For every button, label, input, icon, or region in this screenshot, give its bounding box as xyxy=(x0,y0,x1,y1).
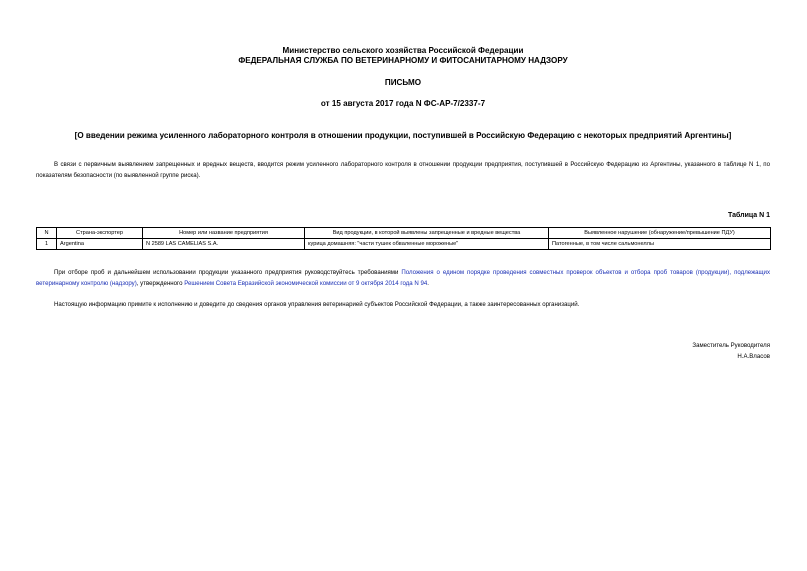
document-subject: [О введении режима усиленного лабораторного контроля в отношении продукции, поступившей в Российскую Федерацию с некоторых предприятий Аргентины] xyxy=(74,131,732,140)
header-product: Вид продукции, в которой выявлены запрещенные и вредные вещества xyxy=(305,228,549,239)
paragraph-instructions: Настоящую информацию примите к исполнению и доведите до сведения органов управления ветеринарией субъектов Российской Федерации, а также заинтересованных организаций. xyxy=(54,301,580,308)
cell-product: курица домашняя: "части тушек обваленные мороженые" xyxy=(305,239,549,250)
table-caption: Таблица N 1 xyxy=(727,212,770,219)
header-enterprise: Номер или название предприятия xyxy=(143,228,305,239)
regulation-link[interactable]: Положения о едином порядке проведения совместных проверок объектов и отбора проб товаров (продукции), подлежащих ветеринарному контролю (надзору) xyxy=(36,269,770,287)
header-number: N xyxy=(37,228,57,239)
requirements-text-start: При отборе проб и дальнейшем использовании продукции указанного предприятия руководствуйтесь требованиями xyxy=(54,269,402,276)
service-name: ФЕДЕРАЛЬНАЯ СЛУЖБА ПО ВЕТЕРИНАРНОМУ И ФИТОСАНИТАРНОМУ НАДЗОРУ xyxy=(238,56,568,65)
document-number: от 15 августа 2017 года N ФС-АР-7/2337-7 xyxy=(320,99,486,108)
cell-violation: Патогенные, в том числе сальмонеллы xyxy=(549,239,771,250)
document-page xyxy=(36,0,770,571)
cell-number: 1 xyxy=(37,239,57,250)
decision-link[interactable]: Решением Совета Евразийской экономической комиссии от 9 октября 2014 года N 94 xyxy=(184,279,428,287)
table-row xyxy=(37,239,771,250)
requirements-text-end: . xyxy=(427,279,429,287)
cell-country: Argentina xyxy=(57,239,143,250)
enterprise-table xyxy=(36,227,771,250)
header-violation: Выявленное нарушение (обнаружение/превышение ПДУ) xyxy=(549,228,771,239)
table-header-row xyxy=(37,228,771,239)
paragraph-intro: В связи с первичным выявлением запрещенных и вредных веществ, вводится режим усиленного лабораторного контроля в отношении продукции предприятия, поступившей в Российскую Федерацию из Аргентины, указанного в таблице N 1, по показателям безопасности (по выявленной группе риска). xyxy=(36,161,770,179)
signature-position: Заместитель Руководителя xyxy=(692,342,770,349)
signature-name: Н.А.Власов xyxy=(737,353,770,360)
requirements-text-mid: , утвержденного xyxy=(136,279,185,287)
header-country: Страна-экспортер xyxy=(57,228,143,239)
paragraph-requirements xyxy=(36,268,770,289)
cell-enterprise: N 2589 LAS CAMELIAS S.A. xyxy=(143,239,305,250)
document-type: ПИСЬМО xyxy=(384,78,422,87)
ministry-name: Министерство сельского хозяйства Российской Федерации xyxy=(282,46,524,55)
